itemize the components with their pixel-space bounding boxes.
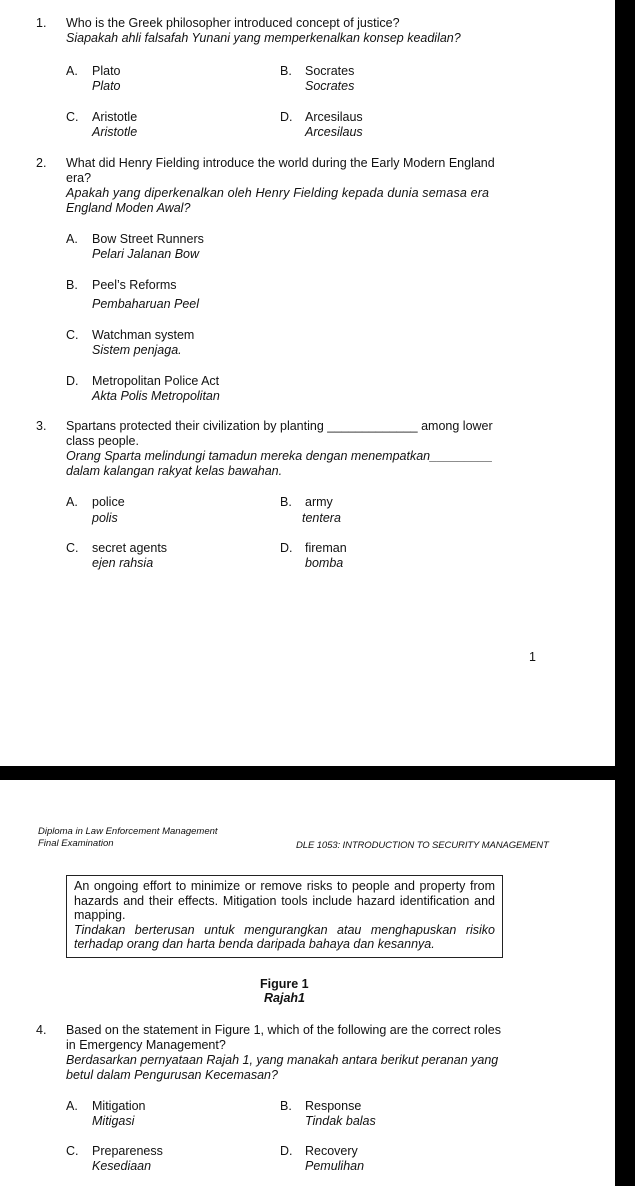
- option-letter: A.: [66, 64, 78, 78]
- question-text-en-line2: class people.: [66, 434, 139, 448]
- option-text-en: fireman: [305, 541, 347, 555]
- option-text-en: Peel’s Reforms: [92, 278, 177, 292]
- option-text-ms: Kesediaan: [92, 1159, 152, 1173]
- page-number: 1: [529, 650, 536, 664]
- figure-caption-en: Figure 1: [260, 977, 309, 991]
- question-text-ms: Orang Sparta melindungi tamadun mereka dengan menempatkan_________: [66, 449, 493, 463]
- option-text-en: secret agents: [92, 541, 168, 555]
- option-text-ms: Socrates: [305, 79, 355, 93]
- header-course-name: Diploma in Law Enforcement Management: [38, 826, 218, 837]
- question-text-ms-line2: betul dalam Pengurusan Kecemasan?: [66, 1068, 278, 1082]
- option-letter: A.: [66, 1099, 78, 1113]
- question-text-en-line2: era?: [66, 171, 92, 185]
- option-letter: B.: [280, 64, 292, 78]
- question-text-en: Based on the statement in Figure 1, which of the following are the correct roles: [66, 1023, 501, 1037]
- option-text-ms: Plato: [92, 79, 121, 93]
- option-letter: D.: [280, 110, 293, 124]
- question-text-ms: Berdasarkan pernyataan Rajah 1, yang manakah antara berikut peranan yang: [66, 1053, 499, 1067]
- option-text-ms: Mitigasi: [92, 1114, 135, 1128]
- option-letter: B.: [280, 1099, 292, 1113]
- option-letter: D.: [280, 541, 293, 555]
- option-text-en: police: [92, 495, 125, 509]
- option-letter: C.: [66, 328, 79, 342]
- option-letter: A.: [66, 495, 78, 509]
- option-text-en: Bow Street Runners: [92, 232, 204, 246]
- figure-text-en: An ongoing effort to minimize or remove risks to people and property from hazards and their effects. Mitigation tools include hazard identification and mapping.: [74, 879, 495, 922]
- option-letter: C.: [66, 110, 79, 124]
- option-text-ms: Pelari Jalanan Bow: [92, 247, 200, 261]
- option-text-ms: Pemulihan: [305, 1159, 365, 1173]
- option-text-en: Plato: [92, 64, 121, 78]
- option-letter: A.: [66, 232, 78, 246]
- option-letter: C.: [66, 541, 79, 555]
- option-text-ms: bomba: [305, 556, 344, 570]
- option-text-en: Mitigation: [92, 1099, 146, 1113]
- option-letter: B.: [66, 278, 78, 292]
- option-text-ms: Akta Polis Metropolitan: [92, 389, 220, 403]
- header-exam-type: Final Examination: [38, 838, 114, 849]
- figure-text-ms: Tindakan berterusan untuk mengurangkan atau menghapuskan risiko terhadap orang dan harta benda daripada bahaya dan kesannya.: [74, 922, 495, 951]
- option-text-ms: Pembaharuan Peel: [92, 297, 200, 311]
- question-text-en-line2: in Emergency Management?: [66, 1038, 226, 1052]
- option-letter: D.: [280, 1144, 293, 1158]
- option-text-en: army: [305, 495, 333, 509]
- question-text-ms-line2: dalam kalangan rakyat kelas bawahan.: [66, 464, 283, 478]
- question-text-ms-line2: England Moden Awal?: [66, 201, 191, 215]
- question-text-en: What did Henry Fielding introduce the world during the Early Modern England: [66, 156, 495, 170]
- figure-1-box: [66, 875, 503, 958]
- question-text-ms: Apakah yang diperkenalkan oleh Henry Fielding kepada dunia semasa era: [66, 186, 490, 200]
- question-number: 4.: [36, 1023, 47, 1037]
- page-edge-bar: [615, 0, 635, 766]
- page-edge-bar: [615, 780, 635, 1186]
- option-text-ms: Sistem penjaga.: [92, 343, 182, 357]
- option-letter: B.: [280, 495, 292, 509]
- option-text-en: Arcesilaus: [305, 110, 363, 124]
- question-number: 1.: [36, 16, 47, 30]
- option-text-en: Prepareness: [92, 1144, 163, 1158]
- option-text-ms: ejen rahsia: [92, 556, 154, 570]
- question-number: 2.: [36, 156, 47, 170]
- option-text-en: Metropolitan Police Act: [92, 374, 220, 388]
- question-number: 3.: [36, 419, 47, 433]
- page-separator: [0, 766, 635, 780]
- option-letter: D.: [66, 374, 79, 388]
- question-text-en: Who is the Greek philosopher introduced concept of justice?: [66, 16, 400, 30]
- option-text-ms: Arcesilaus: [305, 125, 363, 139]
- option-text-en: Aristotle: [92, 110, 138, 124]
- option-text-en: Watchman system: [92, 328, 195, 342]
- header-course-code: DLE 1053: INTRODUCTION TO SECURITY MANAGEMENT: [296, 840, 549, 851]
- option-text-en: Response: [305, 1099, 362, 1113]
- option-letter: C.: [66, 1144, 79, 1158]
- option-text-ms: tentera: [302, 511, 341, 525]
- option-text-ms: Aristotle: [92, 125, 138, 139]
- question-text-ms: Siapakah ahli falsafah Yunani yang memperkenalkan konsep keadilan?: [66, 31, 461, 45]
- figure-caption-ms: Rajah1: [264, 991, 305, 1005]
- option-text-en: Socrates: [305, 64, 355, 78]
- option-text-ms: Tindak balas: [305, 1114, 376, 1128]
- question-text-en: Spartans protected their civilization by planting _____________ among lower: [66, 419, 493, 433]
- option-text-en: Recovery: [305, 1144, 358, 1158]
- option-text-ms: polis: [92, 511, 118, 525]
